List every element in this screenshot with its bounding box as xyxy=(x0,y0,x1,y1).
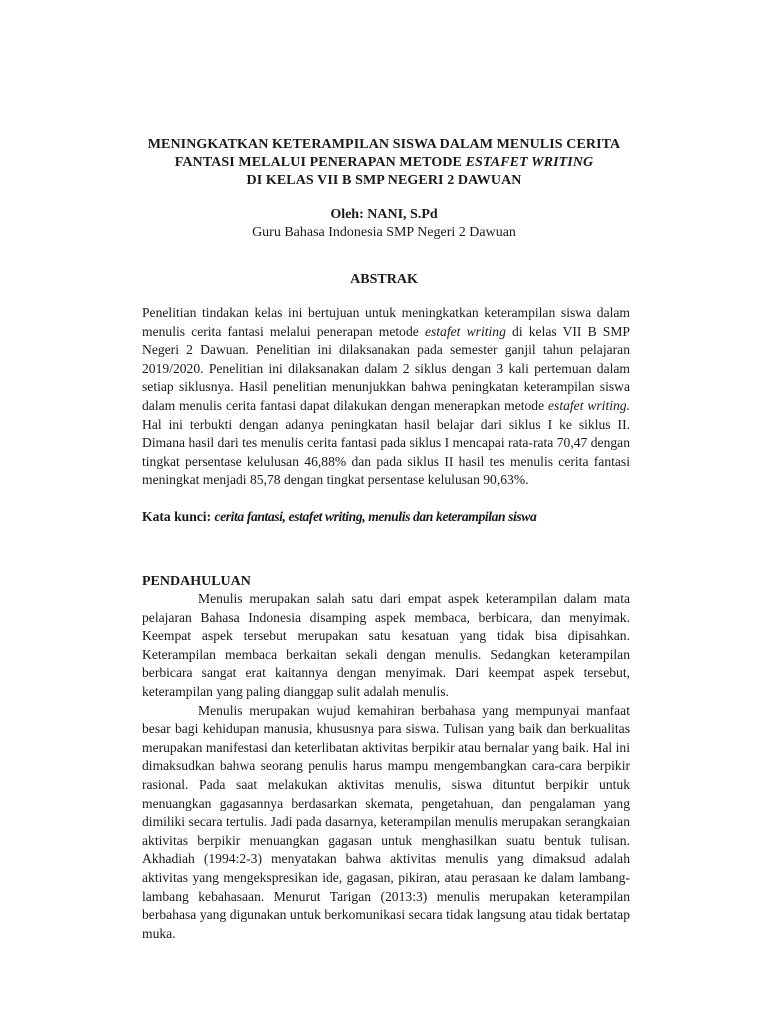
author-affiliation: Guru Bahasa Indonesia SMP Negeri 2 Dawuan xyxy=(252,225,516,240)
abstract-method-1: estafet writing xyxy=(424,323,506,339)
keywords-line xyxy=(142,508,630,527)
title-line-1: MENINGKATKAN KETERAMPILAN SISWA DALAM MENULIS CERITA xyxy=(147,137,621,152)
keywords-label: Kata kunci: xyxy=(142,509,215,524)
abstract-body xyxy=(142,304,630,490)
abstract-text-1: Penelitian tindakan kelas ini bertujuan untuk meningkatkan keterampilan siswa dalam menulis cerita fantasi melalui penerapan metode xyxy=(142,305,630,339)
title-line-2 xyxy=(100,154,668,172)
abstract-heading: ABSTRAK xyxy=(350,272,418,287)
title-line-2-method: ESTAFET WRITING xyxy=(465,155,594,170)
intro-paragraph-2: Menulis merupakan wujud kemahiran berbahasa yang mempunyai manfaat besar bagi kehidupan manusia, khususnya para siswa. Tulisan yang baik dan berkualitas merupakan manifestasi dan keterlibatan aktivitas berpikir atau bernalar yang baik. Hal ini dimaksudkan bahwa seorang penulis harus mampu mengembangkan cara-cara berpikir rasional. Pada saat melakukan aktivitas menulis, siswa dituntut berpikir untuk menuangkan gagasannya berdasarkan skemata, pengetahuan, dan pengalaman yang dimiliki secara tertulis. Jadi pada dasarnya, keterampilan menulis merupakan serangkaian aktivitas berpikir menuangkan gagasan untuk menghasilkan suatu bentuk tulisan. Akhadiah (1994:2-3) menyatakan bahwa aktivitas menulis yang dimaksud adalah aktivitas yang mengekspresikan ide, gagasan, pikiran, atau perasaan ke dalam lambang-lambang kebahasaan. Menurut Tarigan (2013:3) menulis merupakan keterampilan berbahasa yang digunakan untuk berkomunikasi secara tidak langsung atau tidak bertatap muka. xyxy=(142,702,630,941)
title-line-2-text: FANTASI MELALUI PENERAPAN METODE xyxy=(174,155,466,170)
section-heading-pendahuluan: PENDAHULUAN xyxy=(142,574,251,589)
intro-paragraph-1: Menulis merupakan salah satu dari empat aspek keterampilan dalam mata pelajaran Bahasa Indonesia disamping aspek membaca, berbicara, dan menyimak. Keempat aspek tersebut merupakan satu kesatuan yang tidak bisa dipisahkan. Keterampilan membaca berkaitan sekali dengan menulis. Sedangkan keterampilan berbicara sangat erat kaitannya dengan menyimak. Dari keempat aspek tersebut, keterampilan yang paling dianggap sulit adalah menulis. xyxy=(142,591,630,699)
intro-body xyxy=(142,590,630,943)
author-block xyxy=(0,206,768,242)
keywords-text: cerita fantasi, estafet writing, menulis dan keterampilan siswa xyxy=(214,509,537,524)
abstract-text-2: di kelas VII B SMP Negeri 2 Dawuan. Penelitian ini dilaksanakan pada semester ganjil tahun pelajaran 2019/2020. Penelitian ini dilaksanakan dalam 2 siklus dengan 3 kali pertemuan dalam setiap siklusnya. Hasil penelitian menunjukkan bahwa peningkatan keterampilan siswa dalam menulis cerita fantasi dapat dilakukan dengan menerapkan metode xyxy=(142,323,630,413)
title-line-3: DI KELAS VII B SMP NEGERI 2 DAWUAN xyxy=(246,173,522,188)
abstract-text-3: Hal ini terbukti dengan adanya peningkatan hasil belajar dari siklus I ke siklus II. Dimana hasil dari tes menulis cerita fantasi pada siklus I mencapai rata-rata 70,47 dengan tingkat persentase kelulusan 46,88% dan pada siklus II hasil tes menulis cerita fantasi meningkat menjadi 85,78 dengan tingkat persentase kelulusan 90,63%. xyxy=(142,416,630,488)
author-name: Oleh: NANI, S.Pd xyxy=(330,207,438,222)
abstract-method-2: estafet writing. xyxy=(548,397,631,413)
paper-title xyxy=(100,136,668,190)
